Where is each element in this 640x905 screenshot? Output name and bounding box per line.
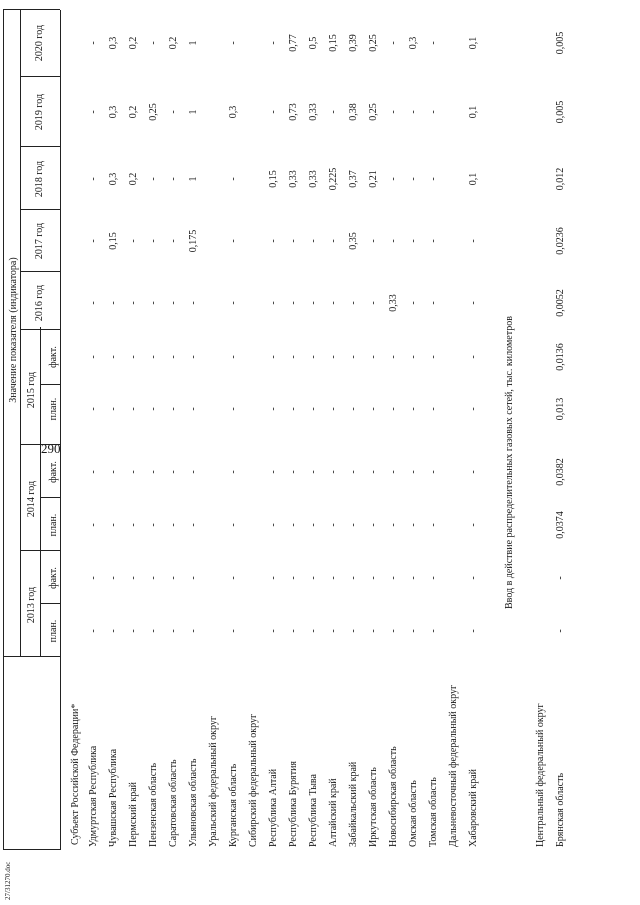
table-cell: - (308, 629, 319, 633)
table-cell: - (348, 523, 359, 527)
table-cell: - (388, 576, 399, 580)
table-cell: - (428, 110, 439, 114)
table-cell: - (228, 239, 239, 243)
table-cell: - (228, 355, 239, 359)
table-cell: - (308, 407, 319, 411)
table-cell: - (388, 523, 399, 527)
table-cell: - (108, 470, 119, 474)
table-cell: 1 (188, 176, 199, 182)
table-cell: - (308, 239, 319, 243)
table-cell: - (368, 523, 379, 527)
table-cell: - (268, 110, 279, 114)
table-cell: - (555, 629, 566, 633)
table-cell: - (468, 629, 479, 633)
row-label: Хабаровский край (468, 769, 479, 847)
table-cell: - (288, 470, 299, 474)
table-cell: 0,225 (328, 167, 339, 191)
table-cell: - (468, 239, 479, 243)
table-cell: - (88, 523, 99, 527)
table-cell: - (288, 576, 299, 580)
table-cell: - (388, 177, 399, 181)
grid-line (40, 603, 60, 604)
table-cell: - (188, 629, 199, 633)
table-cell: - (168, 301, 179, 305)
table-cell: 0,33 (308, 170, 319, 188)
table-cell: - (308, 576, 319, 580)
table-cell: 0,33 (288, 170, 299, 188)
table-cell: - (128, 355, 139, 359)
table-cell: - (348, 301, 359, 305)
table-cell: - (288, 407, 299, 411)
row-label: Республика Алтай (268, 768, 279, 847)
table-cell: - (308, 523, 319, 527)
table-cell: - (388, 355, 399, 359)
table-cell: - (388, 239, 399, 243)
table-cell: - (348, 470, 359, 474)
table-cell: - (88, 470, 99, 474)
table-cell: - (188, 355, 199, 359)
table-cell: - (428, 407, 439, 411)
table-cell: - (408, 629, 419, 633)
table-cell: 0,013 (555, 397, 566, 421)
table-cell: - (168, 355, 179, 359)
table-cell: 0,15 (108, 232, 119, 250)
table-cell: - (368, 239, 379, 243)
grid-line (60, 10, 61, 850)
table-cell: - (328, 576, 339, 580)
table-cell: 0,38 (348, 103, 359, 121)
table-cell: - (408, 301, 419, 305)
table-cell: - (268, 470, 279, 474)
table-cell: 0,2 (128, 172, 139, 186)
table-cell: - (408, 523, 419, 527)
table-cell: 0,33 (308, 103, 319, 121)
table-cell: - (268, 523, 279, 527)
table-cell: - (128, 239, 139, 243)
table-cell: - (348, 355, 359, 359)
table-cell: 1 (188, 109, 199, 115)
table-cell: - (348, 629, 359, 633)
table-cell: - (88, 41, 99, 45)
table-cell: - (468, 301, 479, 305)
table-cell: - (408, 576, 419, 580)
table-cell: - (428, 239, 439, 243)
table-cell: 0,77 (288, 34, 299, 52)
table-cell: - (128, 301, 139, 305)
table-cell: 0,25 (368, 34, 379, 52)
table-cell: - (368, 407, 379, 411)
table-cell: - (228, 523, 239, 527)
table-cell: - (188, 470, 199, 474)
table-cell: - (108, 576, 119, 580)
table-cell: - (428, 355, 439, 359)
table-cell: - (108, 523, 119, 527)
table-cell: - (168, 407, 179, 411)
table-cell: - (328, 301, 339, 305)
table-cell: - (408, 470, 419, 474)
table-cell: - (268, 407, 279, 411)
table-cell: 0,1 (468, 172, 479, 186)
table-cell: - (168, 110, 179, 114)
header-2015-plan: план. (48, 397, 59, 421)
table-cell: - (368, 301, 379, 305)
table-cell: - (268, 239, 279, 243)
table-cell: 0,3 (408, 36, 419, 50)
row-label: Иркутская область (368, 767, 379, 847)
row-label: Центральный федеральный округ (535, 703, 546, 847)
grid-line (3, 656, 60, 657)
row-label: Сибирский федеральный округ (248, 713, 259, 847)
row-label: Забайкальский край (348, 761, 359, 847)
table-cell: - (168, 239, 179, 243)
row-label: Удмуртская Республика (88, 745, 99, 847)
table-cell: - (148, 523, 159, 527)
row-label: Курганская область (228, 763, 239, 847)
grid-line (20, 550, 60, 551)
table-cell: - (268, 355, 279, 359)
table-cell: 0,39 (348, 34, 359, 52)
table-cell: - (148, 41, 159, 45)
table-cell: 0,2 (168, 36, 179, 50)
row-label: Чувашская Республика (108, 748, 119, 847)
row-label: Саратовская область (168, 759, 179, 847)
table-cell: 0,0052 (555, 289, 566, 317)
table-cell: 0,175 (188, 229, 199, 253)
header-year-2019: 2019 год (34, 93, 45, 131)
table-cell: - (328, 239, 339, 243)
row-label: Ульяновская область (188, 758, 199, 847)
table-cell: 0,2 (128, 36, 139, 50)
table-cell: - (128, 407, 139, 411)
header-2013-fact: факт. (48, 567, 59, 589)
page-number: 290 (41, 441, 61, 456)
table-cell: - (128, 576, 139, 580)
table-cell: - (308, 355, 319, 359)
row-label: Пермский край (128, 782, 139, 847)
table-cell: 0,35 (348, 232, 359, 250)
table-cell: - (88, 177, 99, 181)
table-cell: - (188, 523, 199, 527)
table-cell: 0,0374 (555, 511, 566, 539)
table-cell: 0,73 (288, 103, 299, 121)
row-label: Новосибирская область (388, 746, 399, 847)
header-2014-plan: план. (48, 513, 59, 537)
grid-line (20, 329, 60, 330)
table-cell: - (268, 629, 279, 633)
table-cell: - (408, 407, 419, 411)
row-label: Республика Бурятия (288, 760, 299, 847)
table-cell: - (188, 407, 199, 411)
table-cell: - (368, 576, 379, 580)
table-cell: - (168, 470, 179, 474)
table-cell: - (428, 301, 439, 305)
table-cell: - (308, 470, 319, 474)
table-cell: - (408, 239, 419, 243)
table-cell: - (428, 41, 439, 45)
table-cell: - (388, 470, 399, 474)
row-label: Томская область (428, 777, 439, 847)
table-cell: - (428, 523, 439, 527)
table-cell: 0,1 (468, 105, 479, 119)
table-cell: 0,25 (368, 103, 379, 121)
table-cell: - (368, 629, 379, 633)
table-cell: - (308, 301, 319, 305)
table-cell: - (388, 110, 399, 114)
row-label: Омская область (408, 780, 419, 847)
footer-filename: 27/31270.doc (4, 861, 12, 900)
table-cell: 0,3 (108, 105, 119, 119)
table-cell: - (88, 576, 99, 580)
table-cell: - (328, 470, 339, 474)
header-2014-fact: факт. (48, 461, 59, 483)
table-cell: 0,33 (388, 294, 399, 312)
table-cell: - (148, 177, 159, 181)
table-cell: - (268, 41, 279, 45)
table-cell: - (328, 355, 339, 359)
grid-line (20, 271, 60, 272)
table-cell: - (168, 576, 179, 580)
header-year-2015: 2015 год (26, 371, 37, 409)
row-label: Алтайский край (328, 778, 339, 847)
table-cell: 0,25 (148, 103, 159, 121)
table-cell: - (108, 407, 119, 411)
header-2013-plan: план. (48, 619, 59, 643)
table-cell: - (148, 470, 159, 474)
row-label: Уральский федеральный округ (208, 716, 219, 847)
table-cell: 0,005 (555, 31, 566, 55)
grid-line (20, 76, 60, 77)
table-cell: 0,5 (308, 36, 319, 50)
header-year-2016: 2016 год (34, 284, 45, 322)
table-cell: - (108, 629, 119, 633)
table-cell: - (128, 629, 139, 633)
grid-line (3, 10, 4, 850)
table-cell: - (108, 355, 119, 359)
table-cell: 0,005 (555, 100, 566, 124)
table-cell: - (168, 523, 179, 527)
table-cell: - (288, 355, 299, 359)
table-cell: - (428, 177, 439, 181)
table-cell: 0,0136 (555, 343, 566, 371)
table-cell: - (408, 110, 419, 114)
table-cell: - (288, 523, 299, 527)
table-cell: - (88, 239, 99, 243)
table-cell: - (328, 407, 339, 411)
row-label: Брянская область (555, 772, 566, 847)
grid-line (20, 10, 21, 657)
header-2015-fact: факт. (48, 346, 59, 368)
table-cell: 0,012 (555, 167, 566, 191)
table-cell: - (268, 576, 279, 580)
table-cell: - (288, 301, 299, 305)
table-cell: - (148, 407, 159, 411)
table-cell: - (228, 41, 239, 45)
table-cell: - (428, 470, 439, 474)
grid-line (20, 209, 60, 210)
table-cell: - (228, 301, 239, 305)
table-cell: - (228, 629, 239, 633)
table-cell: - (328, 523, 339, 527)
section-label: Ввод в действие распределительных газовых сетей, тыс. километров (504, 316, 515, 609)
table-cell: - (288, 629, 299, 633)
header-year-2014: 2014 год (26, 480, 37, 518)
table-cell: 0,15 (328, 34, 339, 52)
table-cell: - (408, 177, 419, 181)
table-cell: 0,21 (368, 170, 379, 188)
table-cell: - (328, 110, 339, 114)
header-subject: Субъект Российской Федерации* (70, 703, 81, 845)
header-indicator-group: Значение показателя (индикатора) (8, 257, 19, 403)
table-cell: - (388, 41, 399, 45)
table-cell: - (148, 576, 159, 580)
table-cell: 0,3 (228, 105, 239, 119)
table-cell: - (168, 177, 179, 181)
table-cell: - (388, 629, 399, 633)
grid-line (40, 497, 60, 498)
table-cell: - (88, 355, 99, 359)
grid-line (40, 327, 41, 657)
table-cell: - (148, 239, 159, 243)
table-cell: - (468, 407, 479, 411)
table-cell: - (348, 576, 359, 580)
table-cell: - (88, 301, 99, 305)
table-cell: 0,0382 (555, 458, 566, 486)
table-cell: - (188, 576, 199, 580)
grid-line (40, 384, 60, 385)
table-cell: - (148, 629, 159, 633)
header-year-2013: 2013 год (26, 586, 37, 624)
table-cell: 0,0236 (555, 227, 566, 255)
table-cell: - (128, 470, 139, 474)
table-cell: - (368, 470, 379, 474)
grid-line (3, 9, 60, 10)
table-cell: - (468, 470, 479, 474)
table-cell: - (348, 407, 359, 411)
table-cell: - (148, 301, 159, 305)
grid-line (20, 146, 60, 147)
table-cell: 0,3 (108, 172, 119, 186)
table-cell: - (88, 629, 99, 633)
table-cell: - (268, 301, 279, 305)
row-label: Пензенская область (148, 762, 159, 847)
header-year-2020: 2020 год (34, 24, 45, 62)
row-label: Республика Тыва (308, 774, 319, 847)
header-year-2017: 2017 год (34, 222, 45, 260)
table-cell: - (228, 407, 239, 411)
table-cell: 0,2 (128, 105, 139, 119)
table-cell: - (368, 355, 379, 359)
table-cell: 0,37 (348, 170, 359, 188)
table-cell: - (288, 239, 299, 243)
table-cell: - (108, 301, 119, 305)
table-cell: - (408, 355, 419, 359)
table-cell: 0,1 (468, 36, 479, 50)
table-cell: - (228, 576, 239, 580)
table-cell: - (88, 110, 99, 114)
table-cell: - (428, 629, 439, 633)
table-cell: 1 (188, 40, 199, 46)
table-cell: - (388, 407, 399, 411)
grid-line (3, 849, 60, 850)
table-cell: - (428, 576, 439, 580)
table-cell: - (128, 523, 139, 527)
table-cell: 0,3 (108, 36, 119, 50)
row-label: Дальневосточный федеральный округ (448, 684, 459, 847)
table-cell: - (228, 470, 239, 474)
table-cell: - (328, 629, 339, 633)
table-cell: - (468, 576, 479, 580)
table-cell: - (468, 355, 479, 359)
table-cell: - (468, 523, 479, 527)
table-cell: 0,15 (268, 170, 279, 188)
table-cell: - (168, 629, 179, 633)
table-cell: - (555, 576, 566, 580)
table-cell: - (188, 301, 199, 305)
table-cell: - (148, 355, 159, 359)
grid-line (20, 444, 60, 445)
table-cell: - (88, 407, 99, 411)
header-year-2018: 2018 год (34, 160, 45, 198)
table-cell: - (228, 177, 239, 181)
